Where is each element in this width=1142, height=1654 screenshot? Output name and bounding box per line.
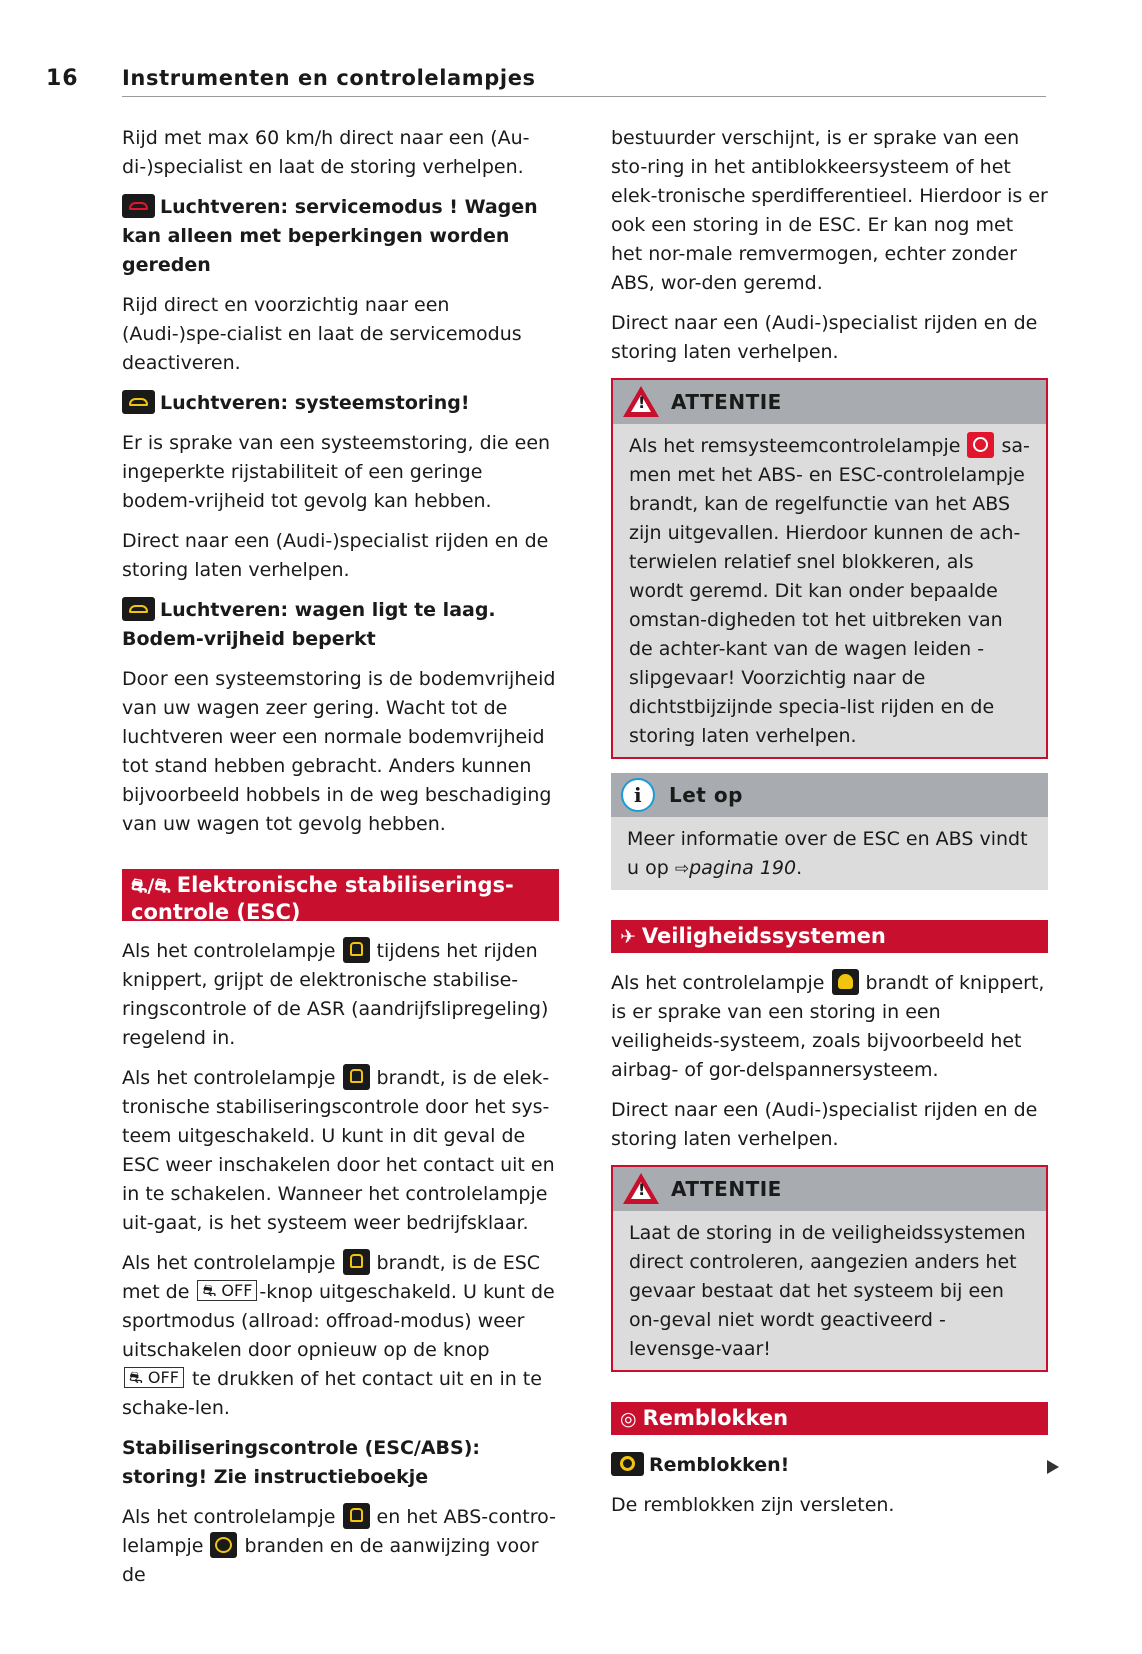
esc-icon (343, 937, 370, 963)
paragraph-safety-1: Als het controlelampje brandt of knippert, is er sprake van een storing in een veiligheids-systeem, zoals bijvoorbeeld het airbag- of gor-delspannersysteem. (611, 969, 1048, 1085)
warning-header: ! ATTENTIE (613, 380, 1046, 424)
airbag-icon: ✈ (620, 926, 636, 948)
paragraph-esc-4: Als het controlelampje en het ABS-contro-lelampje branden en de aanwijzing voor de (122, 1503, 559, 1590)
section-heading-brakepads: ◎ Remblokken (611, 1402, 1048, 1435)
brake-warning-icon (967, 432, 994, 458)
page-reference-link[interactable]: pagina 190 (689, 857, 797, 879)
page-reference-arrow: ⇨ (674, 859, 690, 879)
warning-body: Laat de storing in de veiligheidssystemen direct controleren, aangezien anders het gevaar bestaat dat het systeem bij een on-geval niet wordt geactiveerd - levensge-vaar! (613, 1211, 1046, 1370)
section-heading-esc: ⛐/⛐ Elektronische stabiliserings-controle (ESC) (122, 869, 559, 921)
paragraph: Direct naar een (Audi-)specialist rijden en de storing laten verhelpen. (122, 530, 549, 581)
paragraph: De remblokken zijn versleten. (611, 1494, 895, 1516)
brake-pad-icon: ◎ (620, 1408, 637, 1430)
header-divider (122, 96, 1046, 97)
paragraph: Direct naar een (Audi-)specialist rijden en de storing laten verhelpen. (611, 312, 1038, 363)
info-icon: i (621, 778, 655, 812)
paragraph-esc-3: Als het controlelampje brandt, is de ESC met de ⛐ OFF -knop uitgeschakeld. U kunt de sportmodus (allroad: offroad-modus) weer uitschakelen door opnieuw op de knop ⛐ OFF te drukken of het contact uit en in te schake-len. (122, 1249, 559, 1423)
airbag-icon (832, 969, 859, 995)
page-title: Instrumenten en controlelampjes (122, 66, 536, 90)
air-suspension-red-icon (122, 194, 155, 218)
paragraph: bestuurder verschijnt, is er sprake van een sto-ring in het antiblokkeersysteem of het elek-tronische sperdifferentieel. Hierdoor is er ook een storing in de ESC. Er kan nog met het nor-male remvermogen, echter zonder ABS, wor-den geremd. (611, 127, 1048, 294)
right-column (611, 124, 1048, 1531)
info-body: Meer informatie over de ESC en ABS vindt u op ⇨pagina 190. (611, 817, 1048, 890)
page-number: 16 (46, 66, 79, 91)
info-box (611, 773, 1048, 890)
abs-icon (210, 1532, 237, 1558)
subheading-too-low: Luchtveren: wagen ligt te laag. Bodem-vrijheid beperkt (122, 599, 496, 650)
esc-off-key: ⛐ OFF (124, 1367, 184, 1388)
section-heading-safety: ✈ Veiligheidssystemen (611, 920, 1048, 953)
warning-body: Als het remsysteemcontrolelampje sa-men met het ABS- en ESC-controlelampje brandt, kan de regelfunctie van het ABS zijn uitgevallen. Hierdoor kunnen de ach-terwielen relatief snel blokkeren, als wordt geremd. Dit kan onder bepaalde omstan-digheden tot het uitbreken van de achter-kant van de wagen leiden - slipgevaar! Voorzichtig naar de dichtstbijzijnde specia-list rijden en de storing laten verhelpen. (613, 424, 1046, 757)
esc-off-icon (343, 1249, 370, 1275)
subheading-esc-abs-fault: Stabiliseringscontrole (ESC/ABS): storing! Zie instructieboekje (122, 1437, 480, 1488)
esc-icon: ⛐/⛐ (131, 875, 171, 897)
esc-off-key: ⛐ OFF (197, 1280, 257, 1301)
next-page-arrow-icon (1047, 1460, 1059, 1474)
warning-box-safety (611, 1165, 1048, 1372)
subheading-systemfault: Luchtveren: systeemstoring! (122, 389, 559, 418)
paragraph: Er is sprake van een systeemstoring, die een ingeperkte rijstabiliteit of een geringe bodem-vrijheid tot gevolg kan hebben. (122, 432, 551, 512)
air-suspension-icon (122, 597, 155, 621)
subheading-servicemode: Luchtveren: servicemodus ! Wagen kan alleen met beperkingen worden gereden (122, 196, 538, 276)
paragraph-esc-1: Als het controlelampje tijdens het rijden knippert, grijpt de elektronische stabilise-ringscontrole of de ASR (aandrijfslipregeling) regelend in. (122, 937, 559, 1053)
warning-header: ! ATTENTIE (613, 1167, 1046, 1211)
info-header: i Let op (611, 773, 1048, 817)
paragraph-esc-2: Als het controlelampje brandt, is de elek-tronische stabiliseringscontrole door het sys-teem uitgeschakeld. U kunt in dit geval de ESC weer inschakelen door het contact uit en in te schakelen. Wanneer het controlelampje uit-gaat, is het systeem weer bedrijfsklaar. (122, 1064, 559, 1238)
esc-off-icon (343, 1064, 370, 1090)
left-column (122, 124, 559, 1601)
page-header (46, 62, 1046, 98)
warning-box-brake (611, 378, 1048, 759)
paragraph: Rijd direct en voorzichtig naar een (Audi-)spe-cialist en laat de servicemodus deactiveren. (122, 294, 522, 374)
subheading-brakepads: Remblokken! (611, 1451, 1048, 1480)
paragraph: Direct naar een (Audi-)specialist rijden en de storing laten verhelpen. (611, 1099, 1038, 1150)
brake-pad-icon (611, 1452, 644, 1476)
esc-icon (343, 1503, 370, 1529)
paragraph: Rijd met max 60 km/h direct naar een (Au-di-)specialist en laat de storing verhelpen. (122, 127, 530, 178)
air-suspension-icon (122, 390, 155, 414)
paragraph: Door een systeemstoring is de bodemvrijheid van uw wagen zeer gering. Wacht tot de luchtveren weer een normale bodemvrijheid tot stand hebben gebracht. Anders kunnen bijvoorbeeld hobbels in de weg beschadiging van uw wagen tot gevolg hebben. (122, 668, 556, 835)
